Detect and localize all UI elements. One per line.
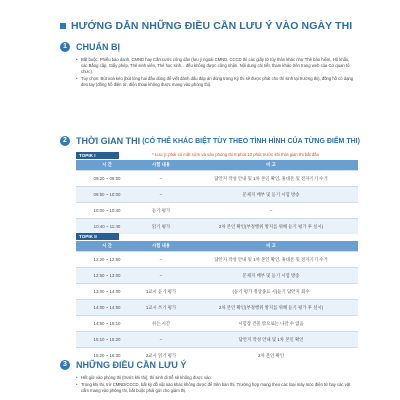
time-cell: 10:40 ~ 11:40 — [76, 219, 138, 235]
square-icon — [60, 23, 66, 29]
table-row — [76, 300, 358, 316]
content-cell: 1교시 듣기 평가 — [138, 284, 184, 300]
time-cell: 14:50 ~ 15:10 — [76, 316, 138, 332]
content-cell: – — [138, 252, 184, 268]
table-row — [76, 332, 358, 348]
section-1-bullets — [76, 57, 354, 89]
content-cell: – — [138, 332, 184, 348]
table-header-row — [76, 160, 358, 171]
section-heading-2 — [60, 136, 360, 146]
topik-2-table — [76, 241, 358, 363]
table-row — [76, 268, 358, 284]
note-cell: 답안지 작성 안내 및 1차 본인 확인, 휴대폰 및 전자기기 수거 — [184, 171, 358, 187]
header-note: 비 고 — [184, 241, 358, 252]
list-item: • Hết giờ vào phòng thi (trước khi thi), thí sinh đi trễ sẽ không được vào. — [76, 375, 354, 381]
note-cell: 문제지 배부 및 듣기 시험 방송 — [184, 187, 358, 203]
section-heading-1 — [60, 42, 120, 52]
note-cell: 2차 본인 확인(부정행위 방지를 위해 듣기 평가 후 실시) — [184, 300, 358, 316]
time-cell: 12:20 ~ 12:50 — [76, 252, 138, 268]
topik-1-table — [76, 160, 358, 234]
time-cell: 10:00 ~ 10:40 — [76, 203, 138, 219]
list-item: • Tùy chọn: Bút xoá kéo (bút lòng hai đầu dùng để viết đánh dấu đáp án dùng trong Kỳ thi sẽ được phát cho thí sinh tại trường thi), đồng hồ có dạng đeo tay (đồng hồ điện tử, điện thoại không được mang vào phòng thi). — [76, 76, 354, 88]
note-cell: (듣기 평가 정상종료 시)듣기 답안지 회수 — [184, 284, 358, 300]
page-title — [60, 20, 352, 32]
table-header-row — [76, 241, 358, 252]
time-cell: 09:50 ~ 10:00 — [76, 187, 138, 203]
content-cell: – — [138, 171, 184, 187]
section-number-3: 3 — [60, 360, 70, 370]
header-time: 시 간 — [76, 160, 138, 171]
time-cell: 09:20 ~ 09:50 — [76, 171, 138, 187]
section-title-3: NHỮNG ĐIỀU CẦN LƯU Ý — [76, 360, 187, 370]
content-cell: – — [138, 187, 184, 203]
note-cell: 문제지 배부 및 듣기 시험 방송 — [184, 268, 358, 284]
section-heading-3 — [60, 360, 186, 370]
section-title-2: THỜI GIAN THI — [76, 136, 141, 146]
topik-2-tag: TOPIK II — [76, 233, 119, 240]
header-content: 시험 내용 — [138, 241, 184, 252]
note-cell: 답안지 작성 안내 및 1차 본인 확인, 휴대폰 및 전자기기 수거 — [184, 252, 358, 268]
note-cell: 답안지 작성 안내 및 1차 본인 확인 — [184, 332, 358, 348]
list-item: • Trong khi thi, trừ CMND/CCCD, bất kỳ đồ vật nào khác không được để trên bàn thi. Trường hợp mang theo các loại máy móc điện tử hay các vật cấm mang vào phòng thi, bắt buộc phải gửi cho giám thị. — [76, 382, 354, 394]
note-cell: – — [184, 203, 358, 219]
section-title-1: CHUẨN BỊ — [76, 42, 120, 52]
header-note: 비 고 — [184, 160, 358, 171]
topik-1-tag: TOPIK I — [76, 152, 119, 159]
content-cell: 2교시 읽기 평가 — [138, 348, 184, 364]
note-cell: 2차 본인 확인(부정행위 방지를 위해 듣기 평가 후 실시) — [184, 219, 358, 235]
time-cell: 14:00 ~ 14:50 — [76, 300, 138, 316]
note-cell: 2차 본인 확인 — [184, 348, 358, 364]
section-subtitle-2: (CÓ THỂ KHÁC BIỆT TÙY THEO TÌNH HÌNH CỦA TỪNG ĐIỂM THI) — [142, 137, 360, 145]
time-cell: 12:50 ~ 13:00 — [76, 268, 138, 284]
header-time: 시 간 — [76, 241, 138, 252]
note-cell: 시험장 건물 밖으로는 나갈 수 없음 — [184, 316, 358, 332]
list-item: • Bắt buộc: Phiếu báo danh, CMND hay Căn cước công dân (lưu ý ngoài CMND, CCCD thì các giấy tờ tùy thân khác như Thẻ bảo hiểm, Hộ khẩu, các Bằng cấp, Giấy phép, Thẻ sinh viên, Thẻ học sinh... đều không được công nhận. Nội dung chi tiết, tham khảo trên trang web của Cơ quan tổ chức). — [76, 57, 354, 75]
table-row — [76, 203, 358, 219]
time-cell: 15:10 ~ 15:20 — [76, 332, 138, 348]
section-number-2: 2 — [60, 136, 70, 146]
table-row — [76, 316, 358, 332]
content-cell: 읽기 평가 — [138, 219, 184, 235]
page-title-text: HƯỚNG DẪN NHỮNG ĐIỀU CẦN LƯU Ý VÀO NGÀY THI — [71, 20, 353, 32]
header-content: 시험 내용 — [138, 160, 184, 171]
content-cell: 쉬는 시간 — [138, 316, 184, 332]
time-cell: 15:20 ~ 16:30 — [76, 348, 138, 364]
content-cell: – — [138, 268, 184, 284]
table-row — [76, 171, 358, 187]
content-cell: 듣기 평가 — [138, 203, 184, 219]
arrival-note: * Lưu ý: phải có mặt sớm và vào phòng thi 8 phút 10 phút trước khi thời gian thi bắt đầu — [152, 152, 320, 157]
content-cell: 1교시 쓰기 평가 — [138, 300, 184, 316]
section-number-1: 1 — [60, 42, 70, 52]
time-cell: 13:00 ~ 14:00 — [76, 284, 138, 300]
table-row — [76, 187, 358, 203]
table-row — [76, 284, 358, 300]
table-row — [76, 252, 358, 268]
section-3-bullets — [76, 375, 354, 395]
table-row — [76, 219, 358, 235]
